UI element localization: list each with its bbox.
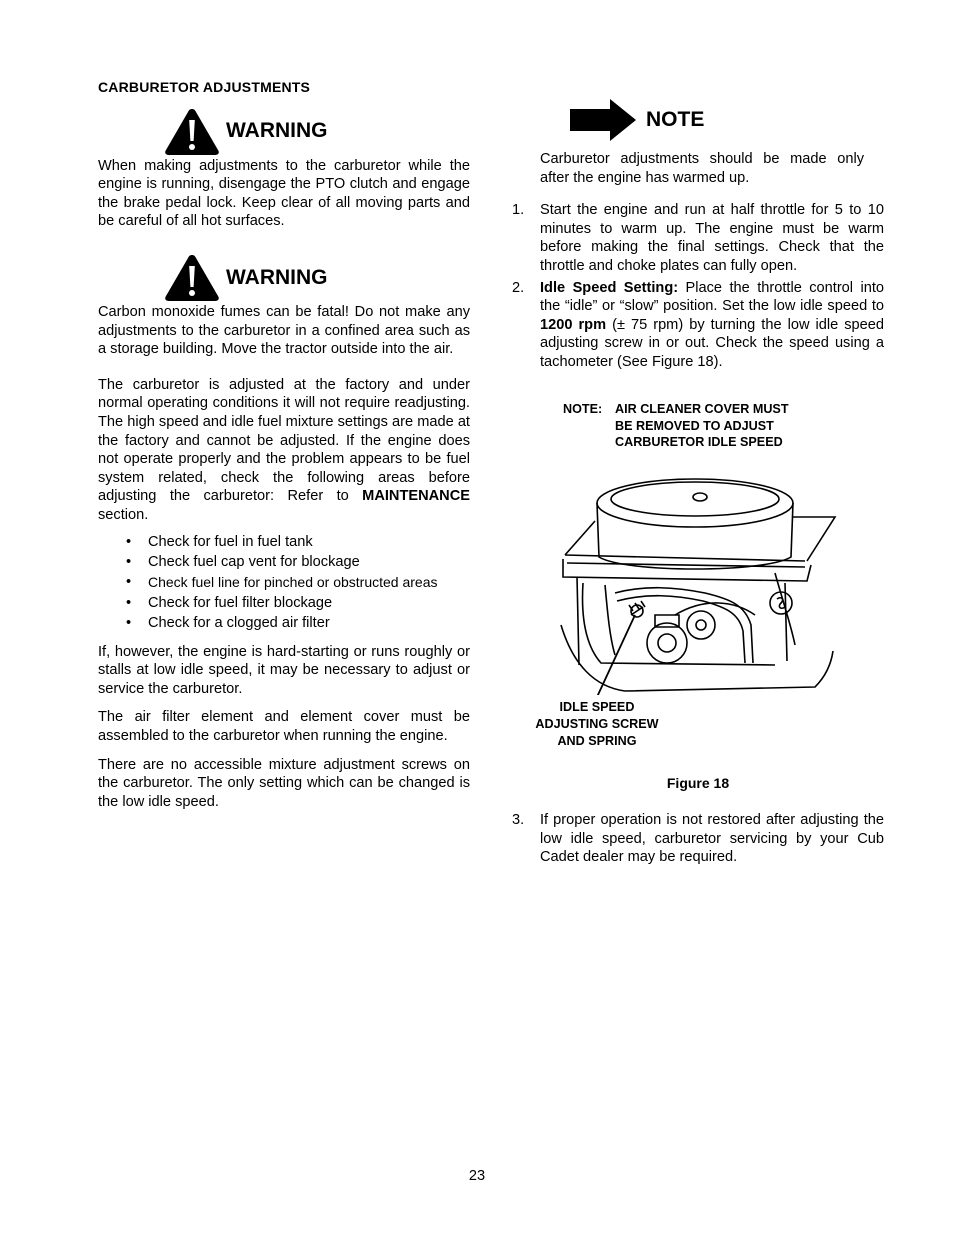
list-item	[98, 533, 470, 551]
list-item-text: Check for fuel in fuel tank	[148, 533, 313, 550]
warning-body-1: When making adjustments to the carburetor while the engine is running, disengage the PTO clutch and engage the brake pedal lock. Keep clear of all moving parts and be careful of all hot surfaces.	[98, 157, 470, 230]
rpm-value: 1200 rpm	[540, 316, 607, 333]
list-item-text: Check for fuel filter blockage	[148, 594, 333, 611]
list-item-text: Check fuel cap vent for blockage	[148, 553, 360, 570]
note-title: NOTE	[646, 107, 705, 131]
steps-list	[512, 201, 884, 371]
warning-header-2	[164, 253, 470, 303]
figure-label: Figure 18	[666, 775, 730, 791]
figure-note-text	[615, 401, 789, 451]
check-list	[98, 533, 470, 633]
step-text-part: Place the throttle control into the “idle” or “slow” position. Set the low idle speed to	[540, 279, 884, 315]
figure-note	[563, 401, 789, 451]
list-item	[98, 594, 470, 612]
hard-start-paragraph: If, however, the engine is hard-starting or runs roughly or stalls at low idle speed, it may be necessary to adjust or service the carburetor.	[98, 643, 470, 697]
step-number: 3.	[512, 812, 525, 828]
intro-text: The carburetor is adjusted at the factory and under normal operating conditions it will not require readjusting. The high speed and idle fuel mixture settings are made at the factory and cannot be adjusted. If the engine does not operate properly and the problem appears to be fuel system related, check the following areas before adjusting the carburetor: Refer to	[98, 376, 470, 505]
intro-paragraph	[98, 376, 470, 525]
page-number: 23	[468, 1168, 486, 1184]
list-item	[98, 553, 470, 571]
left-column	[98, 78, 470, 811]
bullet-icon: •	[126, 574, 132, 591]
air-filter-paragraph: The air filter element and element cover must be assembled to the carburetor when running the engine.	[98, 709, 470, 744]
callout-line: AND SPRING	[557, 733, 637, 748]
step-item-3	[512, 811, 884, 867]
warning-body-2: Carbon monoxide fumes can be fatal! Do not make any adjustments to the carburetor in a confined area such as a storage building. Move the tractor outside into the air.	[98, 303, 470, 358]
step-item	[512, 201, 884, 275]
step-text: Start the engine and run at half throttle for 5 to 10 minutes to warm up. The engine must be warm before making the final settings. Check that the throttle and choke plates can fully open.	[540, 202, 884, 274]
warning-title-1: WARNING	[226, 119, 328, 143]
list-item-text: Check for a clogged air filter	[148, 615, 330, 632]
list-item-text: Check fuel line for pinched or obstructed areas	[148, 574, 438, 591]
bullet-icon: •	[126, 533, 132, 550]
bullet-icon: •	[126, 594, 132, 611]
step-item	[512, 279, 884, 372]
warning-triangle-icon	[164, 108, 220, 156]
warning-title-2: WARNING	[226, 265, 328, 289]
warning-triangle-icon	[164, 254, 220, 302]
right-column	[512, 98, 884, 375]
step-text	[540, 279, 884, 372]
step-number: 2.	[512, 279, 525, 296]
note-header	[570, 98, 884, 142]
callout-line: IDLE SPEED	[559, 700, 635, 714]
list-item	[98, 573, 470, 591]
carburetor-illustration	[555, 465, 845, 695]
figure-note-label: NOTE:	[563, 402, 603, 416]
no-screws-paragraph: There are no accessible mixture adjustment screws on the carburetor. The only setting which can be changed is the low idle speed.	[98, 756, 470, 810]
figure-note-line: CARBURETOR IDLE SPEED	[615, 435, 783, 450]
section-heading: CARBURETOR ADJUSTMENTS	[98, 79, 311, 95]
step-text: If proper operation is not restored after adjusting the low idle speed, carburetor servicing by your Cub Cadet dealer may be required.	[540, 812, 884, 866]
figure-note-line: AIR CLEANER COVER MUST	[615, 402, 789, 416]
figure-note-line: BE REMOVED TO ADJUST	[615, 418, 774, 433]
arrow-right-icon	[570, 99, 636, 141]
bullet-icon: •	[126, 553, 132, 570]
bullet-icon: •	[126, 615, 132, 632]
callout-line: ADJUSTING SCREW	[535, 716, 659, 731]
note-body: Carburetor adjustments should be made only after the engine has warmed up.	[540, 151, 864, 186]
step-number: 1.	[512, 202, 525, 219]
idle-speed-setting-label: Idle Speed Setting:	[540, 279, 679, 296]
intro-text-end: section.	[98, 506, 149, 523]
warning-header-1	[164, 107, 470, 157]
idle-speed-screw-callout	[525, 699, 669, 749]
step-text-part: (± 75 rpm) by turning the low idle speed adjusting screw in or out. Check the speed using a tachometer (See Figure 18).	[540, 316, 884, 370]
maintenance-reference: MAINTENANCE	[362, 488, 470, 505]
list-item	[98, 614, 470, 632]
